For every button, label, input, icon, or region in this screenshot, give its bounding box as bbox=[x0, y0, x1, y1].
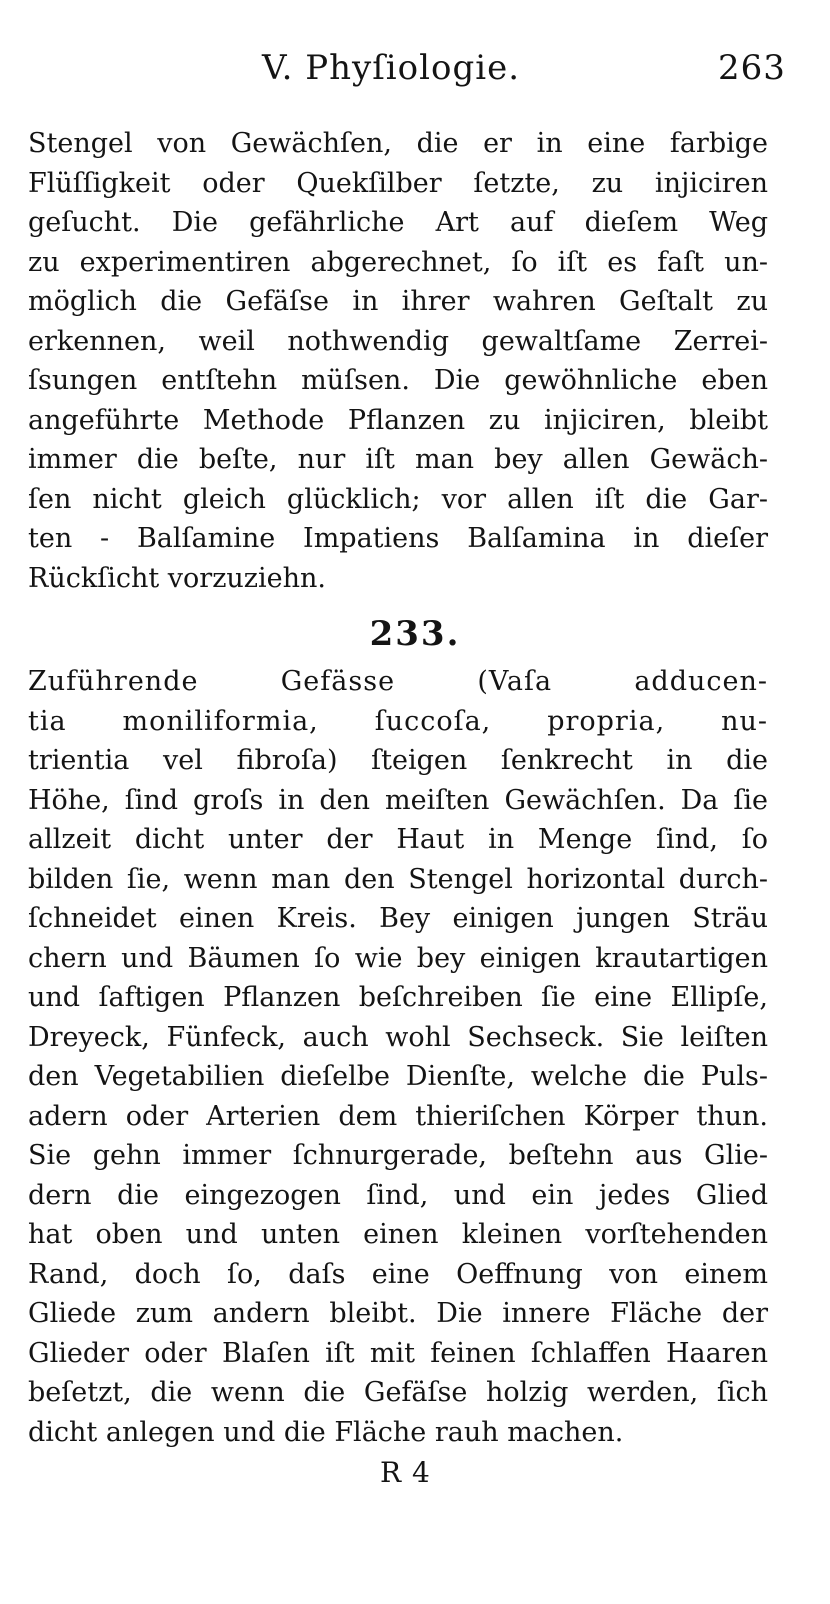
text-line: hat oben und unten einen kleinen vorſtehenden bbox=[28, 1219, 768, 1250]
text-line: ſen nicht gleich glücklich; vor allen iſt die Gar- bbox=[28, 483, 768, 515]
text-line: angeführte Methode Pflanzen zu injiciren, bleibt bbox=[28, 404, 768, 436]
text-line: ſchneidet einen Kreis. Bey einigen jungen Sträu bbox=[28, 903, 768, 934]
text-line: beſetzt, die wenn die Gefäſse holzig werden, ſich bbox=[28, 1377, 768, 1408]
text-line: den Vegetabilien dieſelbe Dienſte, welche die Puls- bbox=[28, 1061, 768, 1092]
text-line: Dreyeck, Fünfeck, auch wohl Sechseck. Sie leiſten bbox=[28, 1021, 768, 1053]
section-number: 233. bbox=[369, 614, 461, 654]
text-line: geſucht. Die gefährliche Art auf dieſem Weg bbox=[28, 207, 768, 238]
text-line: zu experimentiren abgerechnet, ſo iſt es faſt un- bbox=[28, 246, 768, 278]
text-line: Rand, doch ſo, daſs eine Oeffnung von einem bbox=[28, 1258, 768, 1290]
text-line: Höhe, ſind groſs in den meiſten Gewächſen. Da ſie bbox=[28, 784, 768, 816]
text-line: trientia vel fibroſa) ſteigen ſenkrecht in die bbox=[28, 745, 768, 776]
signature-mark: R 4 bbox=[380, 1456, 431, 1489]
text-line: Gliede zum andern bleibt. Die innere Fläche der bbox=[28, 1298, 768, 1329]
paragraph-section-233 bbox=[28, 662, 768, 1452]
text-line: allzeit dicht unter der Haut in Menge ſind, ſo bbox=[28, 824, 768, 855]
text-line: und ſaftigen Pflanzen beſchreiben ſie eine Ellipſe, bbox=[28, 982, 768, 1013]
text-line: chern und Bäumen ſo wie bey einigen krautartigen bbox=[28, 942, 768, 974]
running-title: V. Phyſiologie. bbox=[262, 48, 521, 88]
paragraph-continued bbox=[28, 124, 768, 598]
text-line: Sie gehn immer ſchnurgerade, beſtehn aus Glie- bbox=[28, 1140, 768, 1171]
text-line: Stengel von Gewächſen, die er in eine farbige bbox=[28, 128, 768, 159]
text-line: ten - Balſamine Impatiens Balſamina in dieſer bbox=[28, 523, 768, 554]
text-line: erkennen, weil nothwendig gewaltſame Zerrei- bbox=[28, 325, 768, 357]
running-head bbox=[0, 48, 830, 98]
text-line: tia moniliformia, ſuccoſa, propria, nu- bbox=[28, 705, 768, 737]
text-line: dicht anlegen und die Fläche rauh machen. bbox=[28, 1416, 624, 1448]
text-line: bilden ſie, wenn man den Stengel horizontal durch- bbox=[28, 863, 768, 895]
text-line: möglich die Gefäſse in ihrer wahren Geſtalt zu bbox=[28, 286, 768, 317]
text-line: Rückſicht vorzuziehn. bbox=[28, 562, 327, 594]
text-line: Flüſſigkeit oder Quekſilber ſetzte, zu injiciren bbox=[28, 167, 768, 199]
text-line: ſsungen entſtehn müſsen. Die gewöhnliche eben bbox=[28, 365, 768, 396]
page-number: 263 bbox=[718, 48, 786, 88]
text-line: dern die eingezogen ſind, und ein jedes Glied bbox=[28, 1179, 768, 1211]
text-line: Zuführende Gefässe (Vaſa adducen- bbox=[28, 666, 768, 697]
text-line: immer die beſte, nur iſt man bey allen Gewäch- bbox=[28, 444, 768, 475]
text-line: adern oder Arterien dem thieriſchen Körper thun. bbox=[28, 1100, 768, 1132]
text-line: Glieder oder Blaſen iſt mit feinen ſchlaffen Haaren bbox=[28, 1337, 768, 1369]
